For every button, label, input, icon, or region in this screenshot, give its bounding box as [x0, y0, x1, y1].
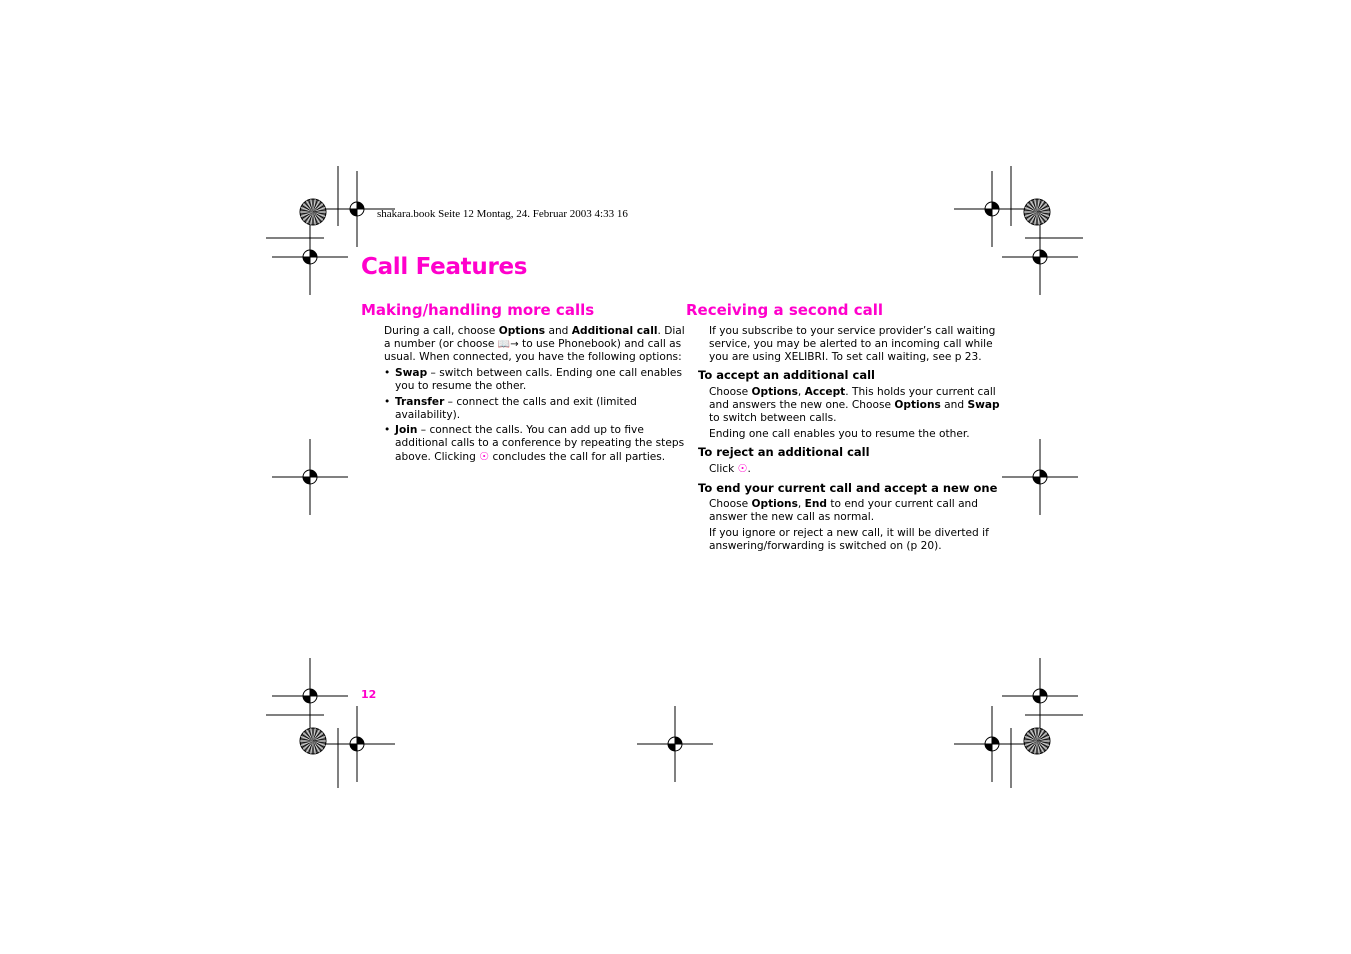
registration-crosshair: [1002, 658, 1078, 734]
section-heading-making-calls: Making/handling more calls: [361, 301, 595, 319]
making-calls-intro: During a call, choose Options and Additional call. Dial a number (or choose 📖→ to use Phonebook) and call as usual. When connected, you have the following options:: [384, 325, 685, 363]
end-call-icon: ☉: [737, 462, 748, 475]
accept-call-text: Choose Options, Accept. This holds your current call and answers the new one. Choose Options and Swap to switch between calls. Ending one call enables you to resume the other.: [709, 386, 1000, 440]
registration-crosshair: [637, 706, 713, 782]
reject-call-text: Click ☉.: [709, 462, 751, 475]
list-item-swap: • Swap – switch between calls. Ending one call enables you to resume the other.: [384, 367, 682, 392]
registration-crosshair: [272, 439, 348, 515]
end-and-accept-text: Choose Options, End to end your current call and answer the new call as normal. If you ignore or reject a new call, it will be diverted if answering/forwarding is switched on (p 20).: [709, 498, 989, 552]
registration-crosshair: [1002, 439, 1078, 515]
registration-crosshair: [272, 658, 348, 734]
list-item-join: • Join – connect the calls. You can add up to five additional calls to a conference by repeating the steps above. Clicking ☉ concludes the call for all parties.: [384, 424, 685, 463]
registration-starburst: [1024, 728, 1050, 754]
end-call-icon: ☉: [479, 450, 490, 463]
section-heading-second-call: Receiving a second call: [686, 301, 884, 319]
registration-crosshair: [319, 706, 395, 782]
registration-crosshair: [1002, 219, 1078, 295]
page-number: 12: [361, 688, 377, 701]
list-item-transfer: • Transfer – connect the calls and exit (limited availability).: [384, 396, 637, 421]
page-title: Call Features: [361, 254, 528, 280]
subheading-accept-call: To accept an additional call: [698, 368, 875, 382]
registration-crosshair: [954, 171, 1030, 247]
subheading-end-and-accept: To end your current call and accept a new one: [698, 481, 998, 495]
registration-starburst: [1024, 199, 1050, 225]
registration-starburst: [300, 199, 326, 225]
registration-crosshair: [272, 219, 348, 295]
registration-crosshair: [954, 706, 1030, 782]
registration-starburst: [300, 728, 326, 754]
second-call-intro: If you subscribe to your service provider’s call waiting service, you may be alerted to an incoming call while you are using XELIBRI. To set call waiting, see p 23.: [709, 325, 996, 363]
subheading-reject-call: To reject an additional call: [698, 445, 870, 459]
print-header: shakara.book Seite 12 Montag, 24. Februar 2003 4:33 16: [377, 208, 628, 220]
phonebook-icon: 📖→: [497, 339, 519, 350]
